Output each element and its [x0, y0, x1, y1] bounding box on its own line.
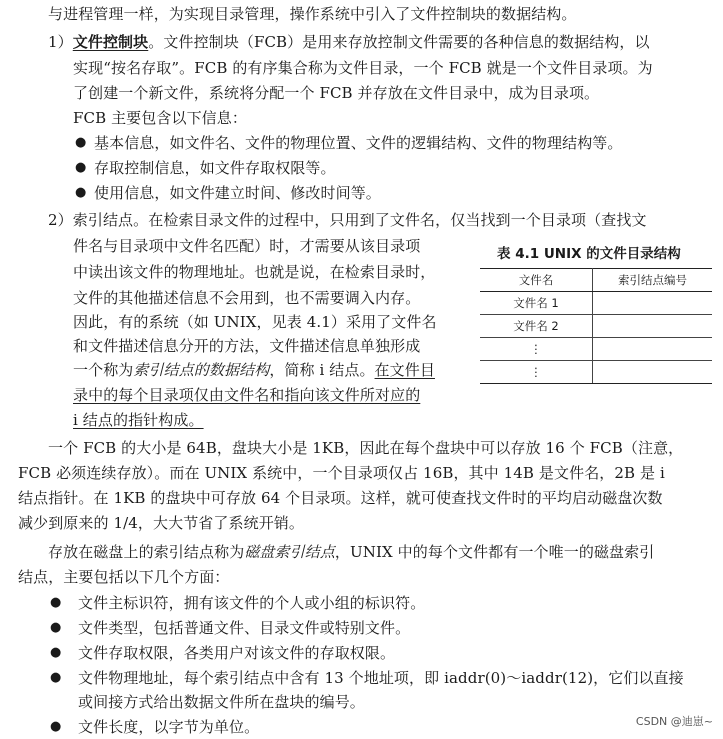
table-cell: [593, 338, 713, 361]
table-cell: ⋮: [480, 338, 593, 361]
disk-bullet-length: 文件长度，以字节为单位。: [78, 718, 260, 736]
bullet-icon: ●: [75, 160, 87, 175]
bullet-icon: ●: [50, 620, 62, 635]
bullet-icon: ●: [75, 135, 87, 150]
disk-bullet-type: 文件类型，包括普通文件、目录文件或特别文件。: [78, 619, 411, 637]
fcb-term: 文件控制块: [72, 33, 149, 51]
inode-paragraph-line7: [73, 358, 435, 382]
inode-line1-text: 索引结点。在检索目录文件的过程中，只用到了文件名，仅当找到一个目录项（查找文: [72, 211, 647, 229]
fcb-paragraph-line1: [48, 30, 650, 54]
table-cell: [593, 292, 713, 315]
table-row: [480, 315, 712, 338]
table-cell: [593, 361, 713, 384]
table-header-filename: 文件名: [480, 269, 593, 292]
fcb-paragraph-line3: 了创建一个新文件，系统将分配一个 FCB 并存放在文件目录中，成为目录项。: [73, 84, 600, 102]
fcb-bullet-basic: 基本信息，如文件名、文件的物理位置、文件的逻辑结构、文件的物理结构等。: [94, 134, 623, 152]
table-cell: ⋮: [480, 361, 593, 384]
table-title: 表 4.1 UNIX 的文件目录结构: [497, 246, 681, 262]
inode-paragraph-line3: 中读出该文件的物理地址。也就是说，在检索目录时，: [73, 263, 436, 281]
fcb-main-info: FCB 主要包含以下信息：: [73, 109, 247, 127]
table-cell: 文件名 1: [480, 292, 593, 315]
disk-bullet-permission: 文件存取权限，各类用户对该文件的存取权限。: [78, 644, 396, 662]
disk-inode-term: 磁盘索引结点: [244, 543, 335, 561]
size-paragraph-line1: 一个 FCB 的大小是 64B，盘块大小是 1KB，因此在每个盘块中可以存放 16 个 FCB（注意，: [48, 439, 684, 457]
disk-paragraph-line1: [48, 540, 654, 564]
disk-bullet-address-cont: 或间接方式给出数据文件所在盘块的编号。: [78, 693, 365, 711]
table-header-inode: 索引结点编号: [593, 269, 713, 292]
fcb-bullet-usage: 使用信息，如文件建立时间、修改时间等。: [94, 184, 381, 202]
watermark: CSDN @迪崽~: [635, 715, 713, 728]
fcb-paragraph-line2: 实现“按名存取”。FCB 的有序集合称为文件目录，一个 FCB 就是一个文件目录项。为: [73, 59, 653, 77]
unix-directory-table: [480, 268, 712, 384]
disk-line1-b: ，UNIX 中的每个文件都有一个唯一的磁盘索引: [334, 543, 655, 561]
table-row: [480, 338, 712, 361]
table-row: [480, 361, 712, 384]
size-paragraph-line3: 结点指针。在 1KB 的盘块中可存放 64 个目录项。这样，就可使查找文件时的平均启动磁盘次数: [18, 489, 663, 507]
size-paragraph-line4: 减少到原来的 1/4，大大节省了系统开销。: [18, 514, 305, 532]
bullet-icon: ●: [50, 645, 62, 660]
table-cell: [593, 315, 713, 338]
inode-paragraph-line9: i 结点的指针构成。: [73, 411, 204, 429]
inode-line7-underlined: 在文件目: [374, 361, 435, 379]
intro-paragraph: 与进程管理一样，为实现目录管理，操作系统中引入了文件控制块的数据结构。: [48, 5, 577, 23]
fcb-bullet-access: 存取控制信息，如文件存取权限等。: [94, 159, 336, 177]
inode-paragraph-line6: 和文件描述信息分开的方法，文件描述信息单独形成: [73, 337, 421, 355]
inode-line7-a: 一个称为: [73, 361, 134, 379]
bullet-icon: ●: [50, 719, 62, 734]
table-cell: 文件名 2: [480, 315, 593, 338]
inode-paragraph-line8: 录中的每个目录项仅由文件名和指向该文件所对应的: [73, 386, 421, 404]
bullet-icon: ●: [50, 670, 62, 685]
inode-number: 2）: [48, 211, 73, 229]
disk-bullet-owner: 文件主标识符，拥有该文件的个人或小组的标识符。: [78, 594, 426, 612]
size-paragraph-line2: FCB 必须连续存放）。而在 UNIX 系统中，一个目录项仅占 16B，其中 14B 是文件名，2B 是 i: [18, 464, 665, 482]
disk-paragraph-line2: 结点，主要包括以下几个方面：: [18, 568, 230, 586]
inode-paragraph-line1: [48, 208, 647, 232]
inode-paragraph-line5: 因此，有的系统（如 UNIX，见表 4.1）采用了文件名: [73, 313, 437, 331]
fcb-number: 1）: [48, 33, 73, 51]
disk-bullet-address: 文件物理地址，每个索引结点中含有 13 个地址项，即 iaddr(0)～iaddr(12)，它们以直接: [78, 669, 684, 687]
disk-line1-a: 存放在磁盘上的索引结点称为: [48, 543, 245, 561]
inode-paragraph-line4: 文件的其他描述信息不会用到，也不需要调入内存。: [73, 289, 421, 307]
bullet-icon: ●: [75, 185, 87, 200]
inode-term: 索引结点的数据结构: [133, 361, 270, 379]
inode-line7-b: ，简称 i 结点。: [269, 361, 375, 379]
bullet-icon: ●: [50, 595, 62, 610]
table-row: [480, 292, 712, 315]
fcb-line1-rest: 。文件控制块（FCB）是用来存放控制文件需要的各种信息的数据结构，以: [148, 33, 650, 51]
inode-paragraph-line2: 件名与目录项中文件名匹配）时，才需要从该目录项: [73, 237, 421, 255]
